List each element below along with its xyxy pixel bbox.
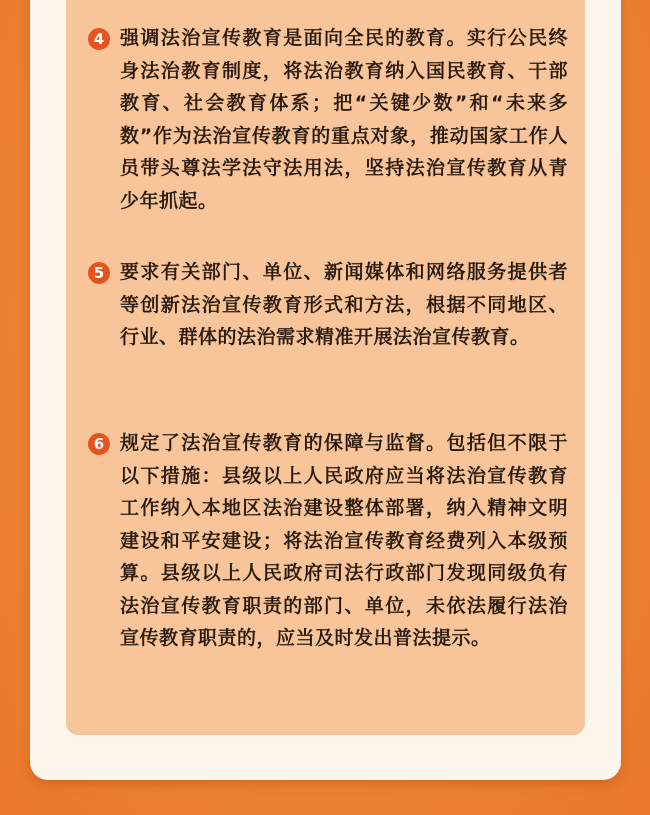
list-item-6 [88,427,568,655]
content-panel [66,0,585,735]
outer-card [30,0,621,780]
item-text-5: 要求有关部门、单位、新闻媒体和网络服务提供者等创新法治宣传教育形式和方法，根据不同地区、行业、群体的法治需求精准开展法治宣传教育。 [120,261,568,348]
list-item-5 [88,256,568,354]
item-text-4: 强调法治宣传教育是面向全民的教育。实行公民终身法治教育制度，将法治教育纳入国民教育、干部教育、社会教育体系；把“关键少数”和“未来多数”作为法治宣传教育的重点对象，推动国家工作人员带头尊法学法守法用法，坚持法治宣传教育从青少年抓起。 [120,27,568,212]
list-item-4 [88,22,568,217]
number-badge-6: 6 [88,433,110,455]
item-text-6: 规定了法治宣传教育的保障与监督。包括但不限于以下措施：县级以上人民政府应当将法治宣传教育工作纳入本地区法治建设整体部署，纳入精神文明建设和平安建设；将法治宣传教育经费列入本级预算。县级以上人民政府司法行政部门发现同级负有法治宣传教育职责的部门、单位，未依法履行法治宣传教育职责的，应当及时发出普法提示。 [120,432,568,649]
number-badge-4: 4 [88,28,110,50]
number-badge-5: 5 [88,262,110,284]
